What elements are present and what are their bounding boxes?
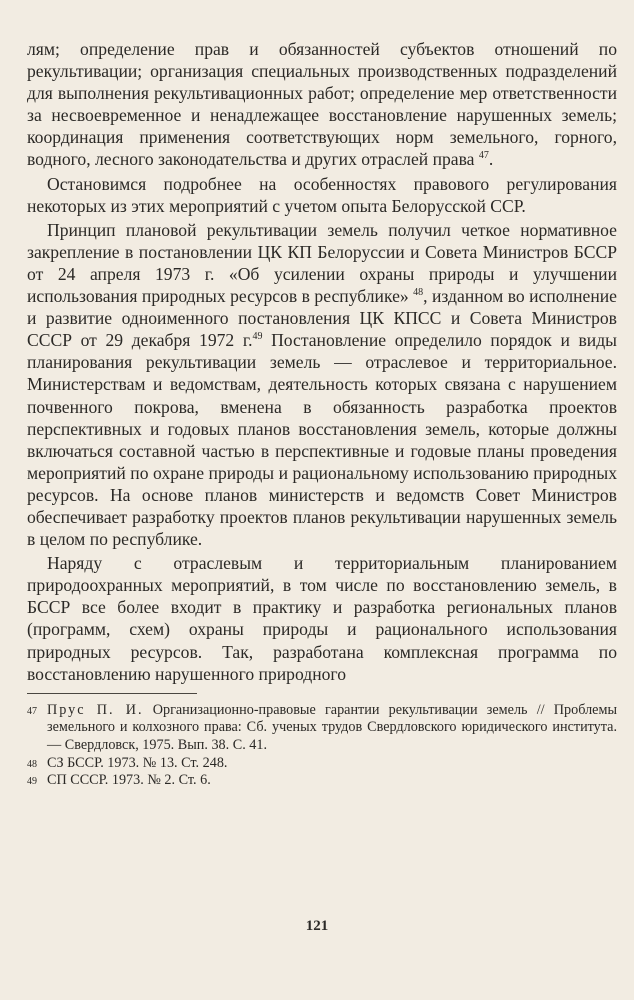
footnotes xyxy=(27,702,617,790)
paragraph-1 xyxy=(27,38,617,171)
main-text xyxy=(27,38,617,685)
footnote-ref-48: 48 xyxy=(413,287,424,299)
paragraph-1-tail: . xyxy=(488,149,494,170)
footnote-ref-47: 47 xyxy=(478,150,489,162)
footnote-49 xyxy=(27,772,617,790)
footnote-text: СП СССР. 1973. № 2. Ст. 6. xyxy=(47,772,211,789)
paragraph-2: Остановимся подробнее на особенностях правового регулирования некоторых из этих мероприятий с учетом опыта Белорусской ССР. xyxy=(27,173,617,216)
page-number: 121 xyxy=(305,918,329,934)
footnote-47 xyxy=(27,702,617,755)
paragraph-3 xyxy=(27,219,617,550)
page-content xyxy=(27,38,617,790)
footnote-number: 48 xyxy=(27,758,37,770)
footnote-text: Организационно-правовые гарантии рекультивации земель // Проблемы земельного и колхозного права: Сб. ученых трудов Свердловского юридического института.— Свердловск, 1975. Вып. 38. С. 41. xyxy=(47,701,617,753)
footnote-divider xyxy=(27,693,197,694)
paragraph-1-text: лям; определение прав и обязанностей субъектов отношений по рекультивации; организация специальных производственных подразделений для выполнения рекультивационных работ; определение мер ответственности за несвоевременное и ненадлежащее восстановление нарушенных земель; координация применения соответствующих норм земельного, горного, водного, лесного законодательства и других отраслей права xyxy=(27,39,617,170)
paragraph-4: Наряду с отраслевым и территориальным планированием природоохранных мероприятий, в том числе по восстановлению земель, в БССР все более входит в практику и разработка региональных планов (программ, схем) охраны природы и рационального использования природных ресурсов. Так, разработана комплексная программа по восстановлению нарушенного природного xyxy=(27,553,617,684)
footnote-author: Прус П. И. xyxy=(47,701,144,718)
footnote-48 xyxy=(27,755,617,773)
footnote-number: 47 xyxy=(27,705,37,717)
footnote-number: 49 xyxy=(27,776,37,788)
paragraph-3-text-c: Постановление определило порядок и виды планирования рекультивации земель — отраслевое и территориальное. Министерствам и ведомствам, деятельность которых связана с нарушением почвенного покрова, вменена в обязанность разработка проектов перспективных и годовых планов восстановления земель, которые должны включаться составной частью в перспективные и годовые планы проведения мероприятий по охране природы и рациональному использованию природных ресурсов. На основе планов министерств и ведомств Совет Министров обеспечивает разработку проектов планов рекультивации нарушенных земель в целом по республике. xyxy=(27,330,617,550)
paragraph-3-text-a: Принцип плановой рекультивации земель получил четкое нормативное закрепление в постановлении ЦК КП Белоруссии и Совета Министров БССР от 24 апреля 1973 г. «Об усилении охраны природы и улучшении использования природных ресурсов в республике» xyxy=(27,219,617,307)
paragraph-3-text-b: , изданном во исполнение и развитие одноименного постановления ЦК КПСС и Совета Министров СССР от 29 декабря 1972 г. xyxy=(27,286,617,351)
footnote-text: СЗ БССР. 1973. № 13. Ст. 248. xyxy=(47,754,228,771)
footnote-ref-49: 49 xyxy=(252,331,263,343)
